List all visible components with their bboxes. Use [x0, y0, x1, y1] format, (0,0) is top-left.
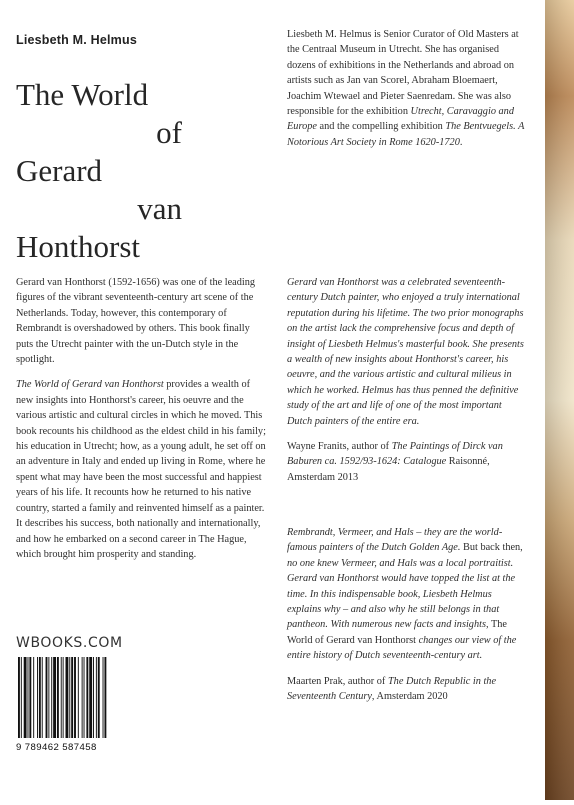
bio-exhibition-2: The Bentvuegels. A Notorious Art Society in Rome 1620-1720 — [287, 121, 525, 148]
review-quote-2 — [287, 525, 527, 714]
title-line-5: Honthorst — [16, 229, 140, 264]
quote-2-attribution: Maarten Prak, author of The Dutch Republic in the Seventeenth Century, Amsterdam 2020 — [287, 675, 497, 703]
title-line-1: The World — [16, 77, 149, 112]
author-name: Liesbeth M. Helmus — [16, 33, 137, 47]
quote-1-text: Gerard van Honthorst was a celebrated seventeenth-century Dutch painter, who enjoyed a truly international reputation during his lifetime. The two prior monographs on the artist lack the comprehensive focus and depth of insight of Liesbeth Helmus's masterful book. She presents a wealth of new insights about Honthorst's career, his oeuvre, and the various artistic and cultural milieus in which he worked. Helmus has thus penned the definitive study of the art and life of one of the most important Dutch painters of the entire era. — [287, 277, 524, 427]
barcode — [16, 655, 134, 740]
description-para-2: provides a wealth of new insights into Honthorst's career, his oeuvre and the various artistic and cultural circles in which he moved. This book recounts his childhood as the eldest child in his family; his education in Utrecht; how, as a young adult, he set off on an adventure in Italy and ended up living in Rome, where he spent what may have been the most successful and happiest years of his life. It recounts how he returned to his native country, started a family and reinvented himself as a painter. It describes his success, both nationally and internationally, and how he embarked on a second career in The Hague, which brought him prosperity and standing. — [16, 379, 266, 560]
bio-mid: and the compelling exhibition — [316, 121, 446, 133]
quote-1-attribution: Wayne Franits, author of The Paintings of Dirck van Baburen ca. 1592/93-1624: Catalogue Raisonné, Amsterdam 2013 — [287, 441, 503, 483]
quote-2-text: Rembrandt, Vermeer, and Hals – they are the world-famous painters of the Dutch Golden Age. But back then, no one knew Vermeer, and Hals was a local portraitist. Gerard van Honthorst would have topped the list at the time. In this indispensable book, Liesbeth Helmus explains why – and also why he still belongs in that pantheon. With numerous new facts and insights, The World of Gerard van Honthorst changes our view of the entire history of Dutch seventeenth-century art. — [287, 527, 523, 662]
description-para-1: Gerard van Honthorst (1592-1656) was one of the leading figures of the vibrant seventeenth-century art scene of the Netherlands. Today, however, this contemporary of Rembrandt is overshadowed by others. This book finally puts the Utrecht painter with the un-Dutch style in the spotlight. — [16, 277, 256, 366]
author-bio — [287, 27, 527, 160]
title-line-3: Gerard — [16, 153, 103, 188]
description-book-title: The World of Gerard van Honthorst — [16, 379, 164, 391]
review-quote-1 — [287, 275, 527, 495]
cover-painting-strip — [545, 0, 574, 800]
book-title — [16, 76, 186, 266]
bio-text: Liesbeth M. Helmus is Senior Curator of Old Masters at the Centraal Museum in Utrecht. She has organised dozens of exhibitions in the Netherlands and abroad on artists such as Jan van Scorel, Abraham Bloemaert, Joachim Wtewael and Pieter Saenredam. She was also responsible for the exhibition — [287, 29, 519, 118]
isbn-number: 9 789462 587458 — [16, 742, 97, 753]
publisher-url: WBOOKS.COM — [16, 635, 123, 651]
title-line-4: van — [137, 191, 182, 226]
bio-exhibition-1: Utrecht, Caravaggio and Europe — [287, 106, 514, 133]
title-line-2: of — [156, 115, 182, 150]
book-description — [16, 275, 268, 572]
bio-end: . — [459, 136, 463, 148]
